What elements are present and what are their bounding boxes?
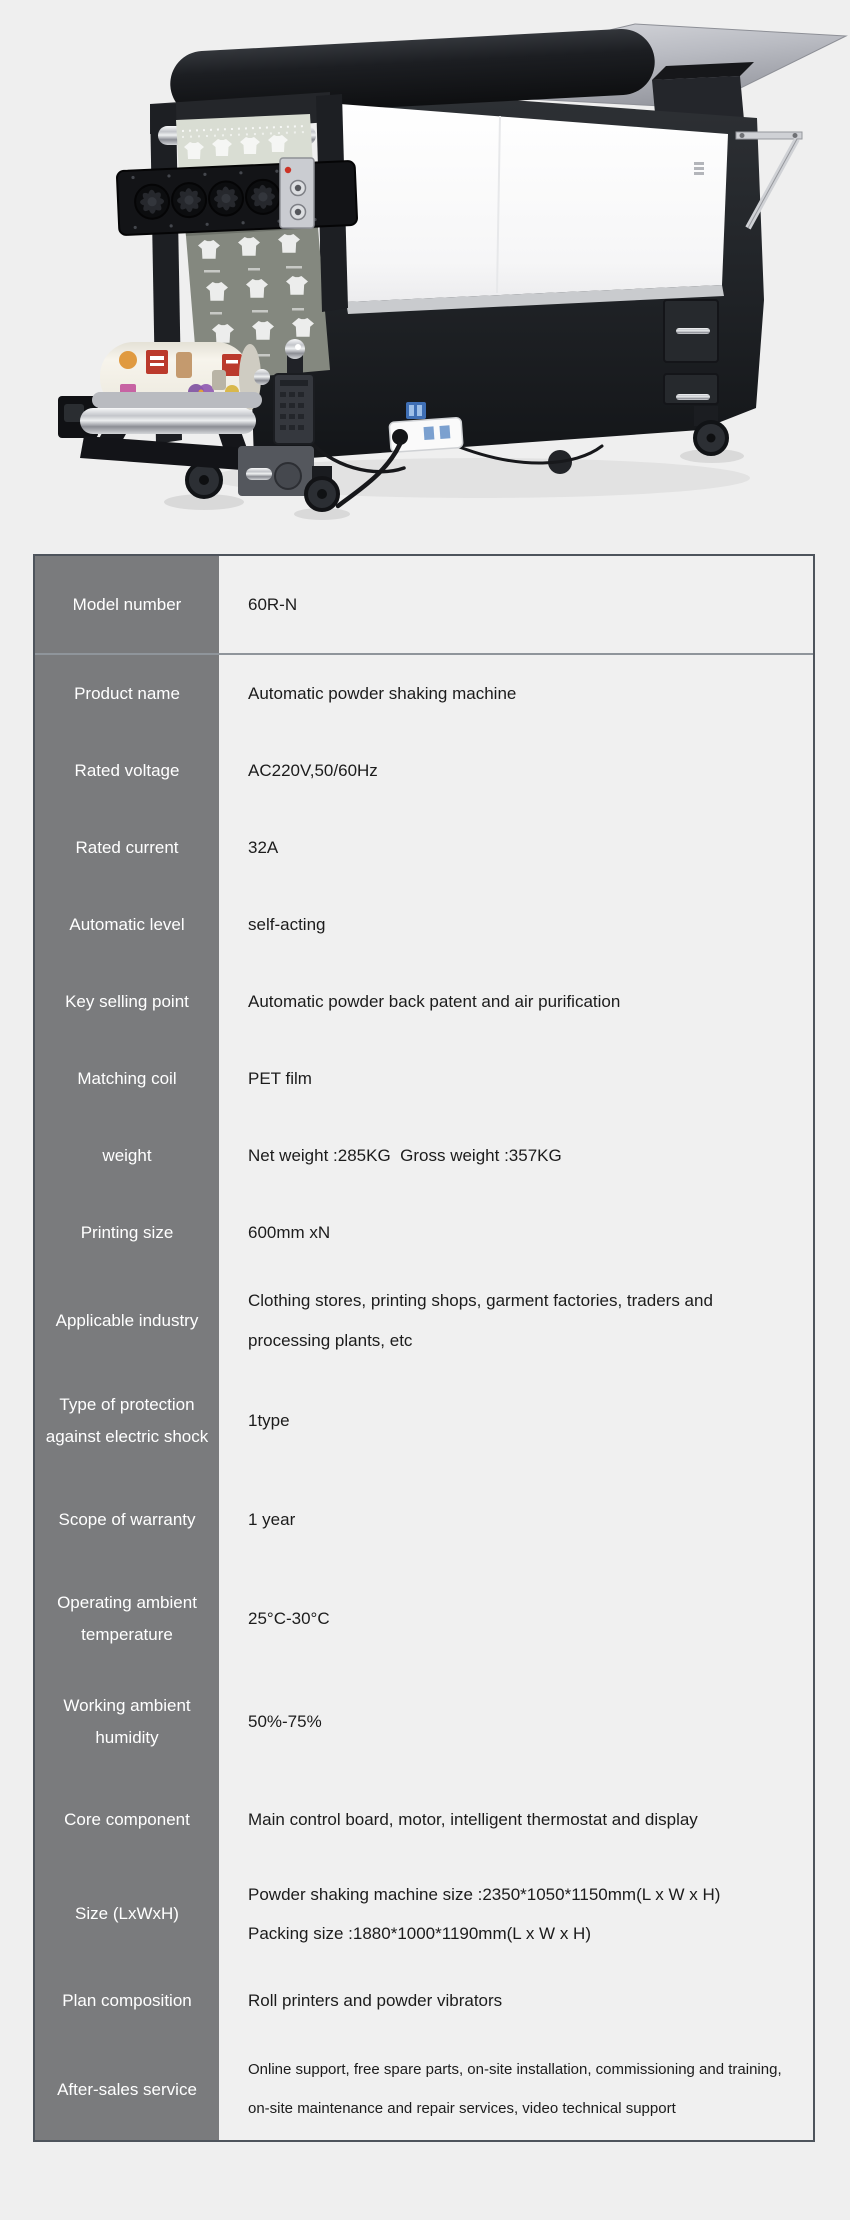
spec-row-matching-coil	[35, 1040, 813, 1117]
spec-value: 32A	[219, 809, 813, 886]
spec-label: Type of protection against electric shock	[35, 1370, 219, 1471]
spec-row-rated-current	[35, 809, 813, 886]
spec-value: Automatic powder shaking machine	[219, 655, 813, 732]
spec-label: Core component	[35, 1774, 219, 1866]
spec-label: Rated current	[35, 809, 219, 886]
drawer	[664, 300, 718, 404]
spec-label: Plan composition	[35, 1962, 219, 2039]
spec-value: 1type	[219, 1370, 813, 1471]
power-led	[285, 167, 291, 173]
spec-row-printing-size	[35, 1194, 813, 1271]
spec-label: Product name	[35, 655, 219, 732]
spec-label: Scope of warranty	[35, 1471, 219, 1568]
spec-value: PET film	[219, 1040, 813, 1117]
spec-row-size	[35, 1866, 813, 1962]
chrome-roller-rear	[92, 392, 262, 408]
chrome-roller-front	[80, 408, 256, 434]
roller-bracket	[238, 446, 314, 496]
spec-label: Automatic level	[35, 886, 219, 963]
spec-row-weight	[35, 1117, 813, 1194]
spec-row-rated-voltage	[35, 732, 813, 809]
spec-value: 1 year	[219, 1471, 813, 1568]
fan-icon	[208, 181, 243, 216]
spec-label: Rated voltage	[35, 732, 219, 809]
spec-row-working-humidity	[35, 1669, 813, 1774]
spec-value: Clothing stores, printing shops, garment factories, traders and processing plants, etc	[219, 1271, 813, 1370]
spec-label: Model number	[35, 556, 219, 653]
fan-icon	[171, 182, 206, 217]
spec-label: Working ambient humidity	[35, 1669, 219, 1774]
spec-label: Applicable industry	[35, 1271, 219, 1370]
spec-label: After-sales service	[35, 2039, 219, 2140]
fan-bar	[117, 161, 358, 235]
fan-control-panel	[280, 158, 314, 228]
spec-row-model-number	[35, 556, 813, 655]
spec-row-core-component	[35, 1774, 813, 1866]
front-panel	[340, 104, 728, 302]
spec-value: Net weight :285KG Gross weight :357KG	[219, 1117, 813, 1194]
spec-row-protection-type	[35, 1370, 813, 1471]
spec-value: Powder shaking machine size :2350*1050*1150mm(L x W x H) Packing size :1880*1000*1190mm(L x W x H)	[219, 1866, 813, 1962]
spec-label: Size (LxWxH)	[35, 1866, 219, 1962]
spec-row-operating-temperature	[35, 1568, 813, 1669]
spec-value: self-acting	[219, 886, 813, 963]
spec-value: 600mm xN	[219, 1194, 813, 1271]
spec-row-plan-composition	[35, 1962, 813, 2039]
spec-label: weight	[35, 1117, 219, 1194]
spec-value: Roll printers and powder vibrators	[219, 1962, 813, 2039]
spec-value: Main control board, motor, intelligent thermostat and display	[219, 1774, 813, 1866]
powder-shaking-machine-illustration	[0, 0, 850, 554]
spec-table	[33, 554, 815, 2142]
fan-icon	[245, 179, 280, 214]
spec-row-applicable-industry	[35, 1271, 813, 1370]
spec-value: Online support, free spare parts, on-site installation, commissioning and training, on-site maintenance and repair services, video technical support	[219, 2039, 813, 2140]
spec-row-key-selling-point	[35, 963, 813, 1040]
product-photo	[0, 0, 850, 554]
spec-value: 50%-75%	[219, 1669, 813, 1774]
fan-icon	[134, 184, 169, 219]
spec-value: 25°C-30°C	[219, 1568, 813, 1669]
spec-value: AC220V,50/60Hz	[219, 732, 813, 809]
spec-label: Key selling point	[35, 963, 219, 1040]
spec-row-automatic-level	[35, 886, 813, 963]
spec-label: Matching coil	[35, 1040, 219, 1117]
spec-row-product-name	[35, 655, 813, 732]
spec-label: Operating ambient temperature	[35, 1568, 219, 1669]
spec-value: 60R-N	[219, 556, 813, 653]
spec-label: Printing size	[35, 1194, 219, 1271]
spec-value: Automatic powder back patent and air purification	[219, 963, 813, 1040]
spec-row-after-sales-service	[35, 2039, 813, 2140]
brand-logo-mark	[694, 162, 704, 175]
spec-row-warranty	[35, 1471, 813, 1568]
